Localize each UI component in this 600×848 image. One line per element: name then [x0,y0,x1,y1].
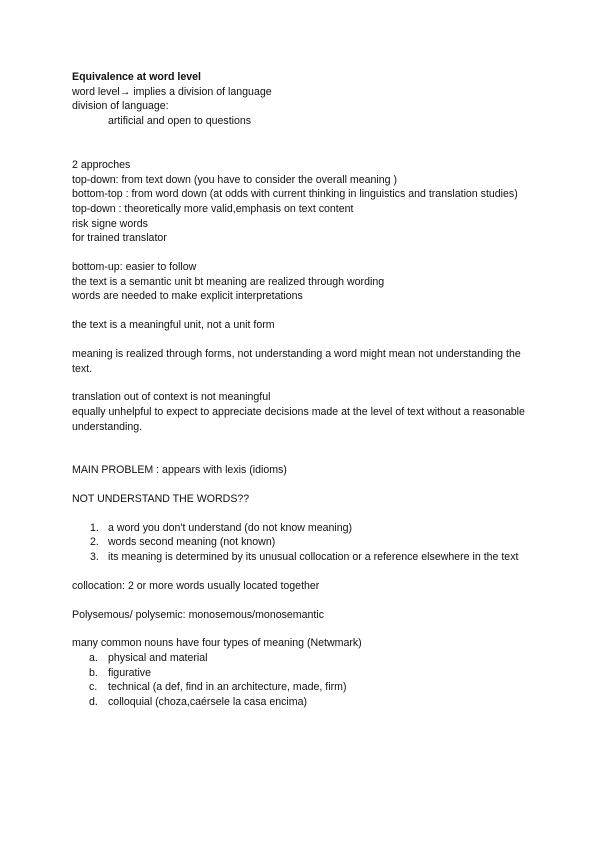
document-page [72,70,532,710]
approach-trained: for trained translator [72,232,167,245]
list-marker: 1. [90,521,99,534]
intro-line-2: division of language: [72,100,169,113]
numbered-list-item [72,535,532,550]
list-marker: 3. [90,551,99,564]
list-marker: a. [89,651,98,664]
numbered-list-item [72,550,532,565]
list-marker: b. [89,666,98,679]
bottom-up-line-3: words are needed to make explicit interpretations [72,290,303,303]
list-item-text: a word you don't understand (do not know meaning) [108,521,353,534]
polysemous: Polysemous/ polysemic: monosemous/monosemantic [72,608,324,621]
approaches-heading: 2 approches [72,158,131,171]
alpha-list-item [72,651,532,666]
context-line-2: equally unhelpful to expect to appreciate decisions made at the level of text without a reasonable understanding. [72,405,525,433]
approach-bottom-top: bottom-top : from word down (at odds with current thinking in linguistics and translation studies) [72,188,518,201]
intro-line-3: artificial and open to questions [108,115,252,128]
meaning-forms: meaning is realized through forms, not understanding a word might mean not understanding the text. [72,347,521,375]
spacer [72,565,532,579]
spacer [72,304,532,318]
numbered-list [72,521,532,565]
nouns-intro: many common nouns have four types of meaning (Netwmark) [72,637,362,650]
context-line-1: translation out of context is not meaningful [72,391,271,404]
list-item-text: words second meaning (not known) [108,536,276,549]
list-item-text: its meaning is determined by its unusual collocation or a reference elsewhere in the text [108,551,519,564]
spacer [72,478,532,492]
alpha-list-item [72,666,532,681]
not-understand-heading: NOT UNDERSTAND THE WORDS?? [72,493,250,506]
spacer [72,622,532,636]
list-item-text: figurative [108,666,151,679]
numbered-list-item [72,521,532,536]
spacer [72,434,532,463]
collocation: collocation: 2 or more words usually located together [72,579,320,592]
alpha-list-item [72,695,532,710]
spacer [72,246,532,260]
list-item-text: physical and material [108,651,208,664]
bottom-up-line-2: the text is a semantic unit bt meaning are realized through wording [72,275,385,288]
approach-top-down-2: top-down : theoretically more valid,emphasis on text content [72,202,354,215]
intro-line-1: word level→ implies a division of language [72,85,272,98]
bottom-up-line-1: bottom-up: easier to follow [72,261,197,274]
meaningful-unit: the text is a meaningful unit, not a unit form [72,319,275,332]
document-title: Equivalence at word level [72,71,201,83]
list-marker: d. [89,696,98,709]
spacer [72,507,532,521]
spacer [72,594,532,608]
main-problem: MAIN PROBLEM : appears with lexis (idioms) [72,464,287,477]
list-item-text: technical (a def, find in an architecture, made, firm) [108,681,347,694]
spacer [72,129,532,158]
list-marker: 2. [90,536,99,549]
list-item-text: colloquial (choza,caérsele la casa encima) [108,696,308,709]
approach-top-down: top-down: from text down (you have to consider the overall meaning ) [72,173,398,186]
approach-risk: risk signe words [72,217,148,230]
spacer [72,376,532,390]
list-marker: c. [89,681,98,694]
alpha-list-item [72,680,532,695]
spacer [72,333,532,347]
alpha-list [72,651,532,710]
